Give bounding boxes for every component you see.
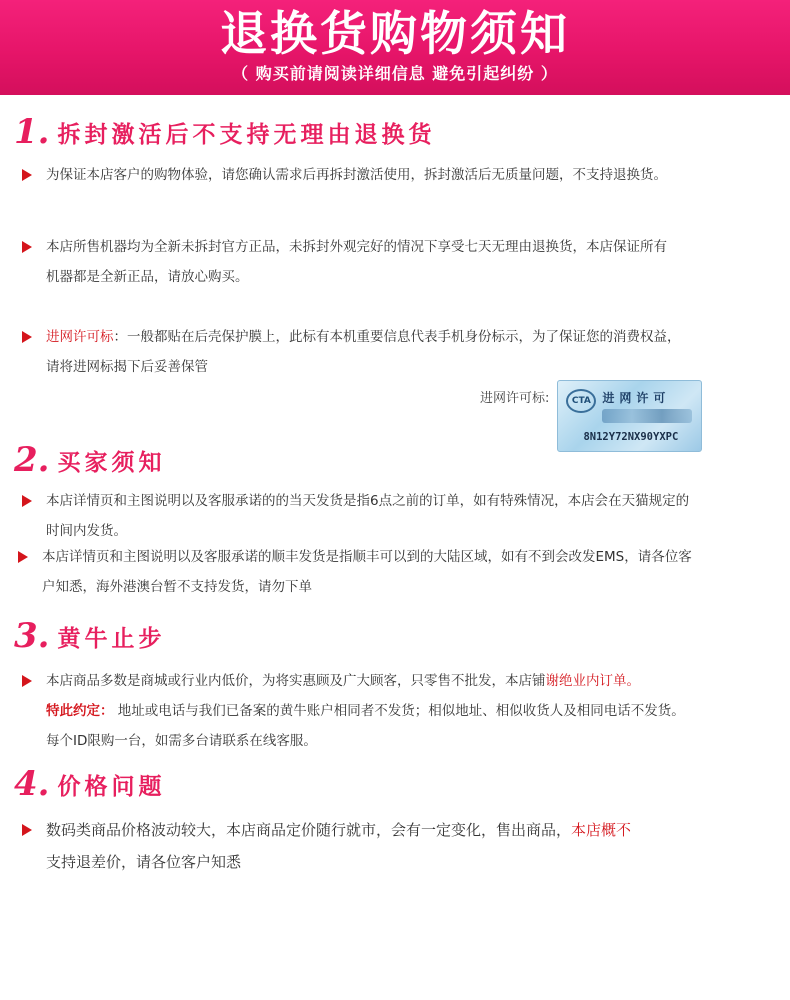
item-text: 本店详情页和主图说明以及客服承诺的顺丰发货是指顺丰可以到的大陆区域，如有不到会改发EMS，请各位客	[42, 549, 692, 565]
triangle-bullet-icon	[18, 551, 28, 563]
section-title: 买家须知	[57, 450, 166, 476]
list-item	[22, 666, 778, 756]
item-text	[46, 696, 778, 726]
page-subtitle: （ 购买前请阅读详细信息 避免引起纠纷 ）	[232, 64, 558, 83]
cta-logo-icon: CTA	[566, 389, 596, 413]
item-text-highlight: 本店概不	[571, 821, 632, 839]
item-text	[46, 322, 778, 352]
list-item	[22, 322, 778, 382]
item-text: 本店所售机器均为全新未拆封官方正品，未拆封外观完好的情况下享受七天无理由退换货，本店保证所有	[46, 239, 667, 255]
section-title: 价格问题	[57, 774, 166, 800]
badge-label: 进网许可标:	[480, 390, 550, 406]
list-item	[22, 232, 778, 292]
item-text: 机器都是全新正品，请放心购买。	[46, 269, 249, 285]
item-text: 时间内发货。	[46, 523, 127, 539]
list-item	[22, 160, 778, 190]
item-text-highlight: 谢绝业内订单。	[545, 673, 640, 689]
section-title: 黄牛止步	[57, 626, 166, 652]
section-heading-4	[14, 760, 166, 804]
badge-serial: 8N12Y72NX90YXPC	[583, 431, 679, 443]
item-text	[46, 814, 778, 846]
item-text-body: 本店商品多数是商城或行业内低价，为将实惠顾及广大顾客，只零售不批发，本店铺	[46, 673, 546, 689]
item-text-highlight: 每个ID限购一台，如需多台请联系在线客服。	[46, 733, 317, 749]
list-item	[22, 814, 778, 878]
page-title: 退换货购物须知	[220, 7, 570, 62]
special-label: 特此约定：	[46, 703, 114, 719]
triangle-bullet-icon	[22, 495, 32, 507]
item-text: 户知悉，海外港澳台暂不支持发货，请勿下单	[42, 579, 312, 595]
special-text: 地址或电话与我们已备案的黄牛账户相同者不发货；相似地址、相似收货人及相同电话不发货。	[113, 703, 685, 719]
section-heading-2	[14, 436, 166, 480]
triangle-bullet-icon	[22, 824, 32, 836]
section-number: 3.	[14, 616, 50, 656]
triangle-bullet-icon	[22, 331, 32, 343]
section-heading-3	[14, 612, 166, 656]
network-license-sticker	[557, 380, 702, 452]
item-text-body: 数码类商品价格波动较大，本店商品定价随行就市，会有一定变化，售出商品，	[46, 821, 572, 839]
list-item	[22, 542, 778, 602]
badge-title: 进网许可	[602, 391, 671, 405]
section-number: 4.	[14, 764, 50, 804]
item-text-highlight: 支持退差价，请各位客户知悉	[46, 853, 242, 871]
item-text	[46, 666, 778, 696]
item-text: 本店详情页和主图说明以及客服承诺的的当天发货是指6点之前的订单，如有特殊情况，本店会在天猫规定的	[46, 493, 690, 509]
section-title: 拆封激活后不支持无理由退换货	[57, 122, 436, 148]
item-text: 为保证本店客户的购物体验，请您确认需求后再拆封激活使用，拆封激活后无质量问题，不支持退换货。	[46, 167, 667, 183]
network-license-badge-row	[480, 380, 702, 452]
item-label: 进网许可标	[46, 329, 114, 345]
triangle-bullet-icon	[22, 241, 32, 253]
section-heading-1	[14, 108, 436, 152]
list-item	[22, 486, 778, 546]
header-banner	[0, 0, 790, 95]
section-number: 2.	[14, 440, 50, 480]
section-number: 1.	[14, 112, 50, 152]
item-text: 请将进网标揭下后妥善保管	[46, 359, 208, 375]
triangle-bullet-icon	[22, 169, 32, 181]
item-text-body: ：一般都贴在后壳保护膜上，此标有本机重要信息代表手机身份标示，为了保证您的消费权益，	[113, 329, 681, 345]
blurred-code	[602, 409, 692, 423]
triangle-bullet-icon	[22, 675, 32, 687]
